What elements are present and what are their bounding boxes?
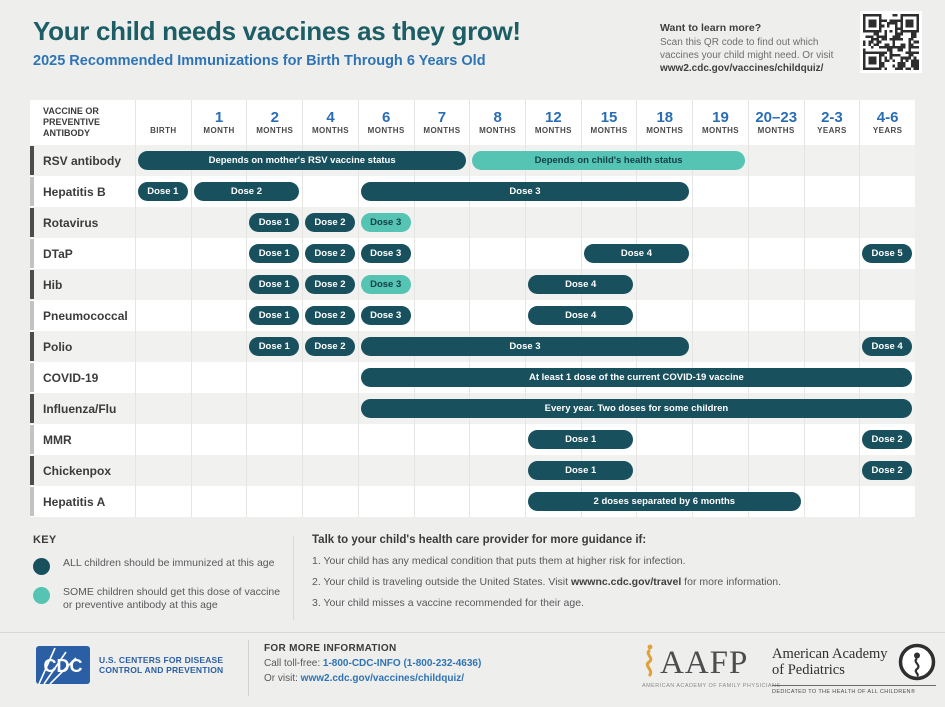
row-accent-bar (30, 177, 34, 206)
age-column-header (302, 100, 358, 145)
row-accent-bar (30, 301, 34, 330)
dose-bars (135, 393, 915, 424)
row-accent-bar (30, 208, 34, 237)
dose-pill: Dose 2 (305, 244, 355, 263)
vaccine-row (30, 331, 915, 362)
immunization-schedule-table (30, 100, 915, 517)
dose-pill: Dose 2 (305, 306, 355, 325)
aafp-caption: AMERICAN ACADEMY OF FAMILY PHYSICIANS (642, 683, 781, 689)
guidance-item (312, 555, 892, 567)
info-url[interactable]: www2.cdc.gov/vaccines/childquiz/ (300, 673, 465, 684)
age-column-number: 2-3 (821, 109, 843, 126)
dose-pill: Dose 2 (305, 337, 355, 356)
dose-pill: Dose 2 (862, 430, 912, 449)
vaccine-label: Polio (43, 339, 73, 354)
guidance-item-text-post: for more information. (681, 576, 782, 588)
vaccine-label: RSV antibody (43, 153, 122, 168)
cdc-name-line2: CONTROL AND PREVENTION (99, 665, 224, 675)
age-column-unit: MONTH (203, 126, 235, 135)
dose-pill: Dose 3 (361, 337, 689, 356)
dose-pill: Dose 2 (305, 213, 355, 232)
vaccine-row (30, 176, 915, 207)
age-column-header (859, 100, 915, 145)
age-column-header (246, 100, 302, 145)
key-item-text: SOME children should get this dose of vaccine or preventive antibody at this age (63, 586, 281, 611)
dose-bars (135, 238, 915, 269)
dose-pill: Dose 2 (862, 461, 912, 480)
phone-number[interactable]: 1-800-CDC-INFO (1-800-232-4636) (322, 658, 482, 669)
row-accent-bar (30, 456, 34, 485)
dose-pill: Depends on mother's RSV vaccine status (138, 151, 466, 170)
age-column-header (636, 100, 692, 145)
age-column-number: 4 (326, 109, 335, 126)
dose-bars (135, 207, 915, 238)
dose-pill: Dose 1 (249, 275, 299, 294)
age-column-header (191, 100, 247, 145)
row-accent-bar (30, 146, 34, 175)
cdc-logo (36, 646, 223, 684)
age-column-header (525, 100, 581, 145)
vaccine-row (30, 238, 915, 269)
aafp-logo (642, 643, 781, 689)
age-column-unit: BIRTH (150, 126, 177, 135)
dose-pill: Dose 3 (361, 182, 689, 201)
info-phone-line (264, 658, 481, 669)
vaccine-label: Hepatitis A (43, 494, 106, 509)
dose-pill: Dose 1 (249, 213, 299, 232)
vaccine-label: Influenza/Flu (43, 401, 117, 416)
age-column-number: 12 (545, 109, 562, 126)
cdc-logo-text (99, 655, 223, 675)
key-swatch-some-icon (33, 587, 50, 604)
info-visit-line (264, 673, 481, 684)
age-column-number: 6 (382, 109, 391, 126)
key-item (33, 557, 283, 575)
row-accent-bar (30, 394, 34, 423)
vaccine-label: Pneumococcal (43, 308, 128, 323)
dose-pill: Dose 5 (862, 244, 912, 263)
dose-pill: Dose 4 (584, 244, 689, 263)
dose-pill: Dose 2 (194, 182, 299, 201)
dose-pill: Dose 3 (361, 275, 411, 294)
age-column-unit: MONTHS (757, 126, 795, 135)
age-column-unit: MONTHS (367, 126, 405, 135)
page-title: Your child needs vaccines as they grow! (33, 16, 521, 46)
age-column-header (581, 100, 637, 145)
guidance-section (312, 534, 892, 609)
learn-more-text (660, 36, 856, 75)
age-column-unit: MONTHS (423, 126, 461, 135)
key-title: KEY (33, 534, 57, 546)
age-column-number: 4-6 (876, 109, 899, 126)
vaccine-row (30, 362, 915, 393)
aap-logo (772, 643, 936, 695)
age-column-unit: MONTHS (534, 126, 572, 135)
age-column-number: 20–23 (755, 109, 798, 126)
age-column-header (692, 100, 748, 145)
qr-code-icon (860, 11, 922, 73)
age-column-header (748, 100, 804, 145)
dose-pill: Every year. Two doses for some children (361, 399, 912, 418)
aap-name-line1: American Academy (772, 646, 888, 662)
vaccine-label: Chickenpox (43, 463, 112, 478)
vaccine-label: Rotavirus (43, 215, 99, 230)
aap-name (772, 646, 888, 678)
aap-name-line2: of Pediatrics (772, 662, 845, 678)
page-subtitle: 2025 Recommended Immunizations for Birth Through 6 Years Old (33, 53, 486, 69)
vaccine-label: Hib (43, 277, 63, 292)
age-column-number: 1 (214, 109, 224, 126)
vertical-divider (293, 536, 294, 620)
schedule-header-row (30, 100, 915, 145)
dose-bars (135, 362, 915, 393)
vaccine-row (30, 300, 915, 331)
dose-bars (135, 331, 915, 362)
dose-pill: Dose 1 (249, 244, 299, 263)
aafp-serpent-icon (642, 643, 657, 679)
vaccine-label: MMR (43, 432, 72, 447)
vaccine-row (30, 486, 915, 517)
aap-caption: DEDICATED TO THE HEALTH OF ALL CHILDREN® (772, 685, 936, 695)
age-column-unit: MONTHS (590, 126, 628, 135)
dose-pill: Dose 4 (528, 275, 633, 294)
dose-pill: Dose 1 (528, 430, 633, 449)
learn-more-line2: vaccines your child might need. Or visit (660, 50, 834, 61)
dose-pill: Dose 1 (138, 182, 188, 201)
guidance-item-text: 2. Your child is traveling outside the United States. Visit (312, 576, 571, 588)
learn-more (660, 22, 856, 75)
learn-more-url[interactable]: www2.cdc.gov/vaccines/childquiz/ (660, 63, 824, 74)
dose-pill: Dose 1 (249, 337, 299, 356)
learn-more-title: Want to learn more? (660, 22, 762, 34)
visit-label: Or visit: (264, 673, 301, 684)
key-swatch-all-icon (33, 558, 50, 575)
vaccine-label: COVID-19 (43, 370, 99, 385)
age-column-header (358, 100, 414, 145)
age-column-unit: MONTHS (701, 126, 740, 135)
row-accent-bar (30, 270, 34, 299)
dose-pill: Dose 3 (361, 213, 411, 232)
age-column-number: 7 (437, 109, 447, 126)
age-column-unit: YEARS (872, 126, 903, 135)
vaccine-row (30, 393, 915, 424)
dose-bars (135, 300, 915, 331)
dose-bars (135, 176, 915, 207)
dose-bars (135, 424, 915, 455)
more-information (264, 643, 481, 684)
guidance-title: Talk to your child's health care provider for more guidance if: (312, 534, 647, 546)
key-item-text: ALL children should be immunized at this age (63, 557, 275, 569)
dose-pill: Dose 2 (305, 275, 355, 294)
age-column-header (804, 100, 860, 145)
dose-pill: Dose 3 (361, 306, 411, 325)
vaccine-label: DTaP (43, 246, 73, 261)
vaccine-label: Hepatitis B (43, 184, 106, 199)
age-column-number: 18 (656, 109, 674, 126)
age-column-unit: YEARS (817, 126, 847, 135)
dose-bars (135, 145, 915, 176)
vaccine-row (30, 207, 915, 238)
dose-bars (135, 455, 915, 486)
age-column-unit: MONTHS (479, 126, 517, 135)
schedule-body (30, 145, 915, 517)
aafp-abbr: AAFP (660, 645, 749, 681)
dose-pill: Dose 4 (862, 337, 912, 356)
dose-pill: Dose 1 (249, 306, 299, 325)
age-column-unit: MONTHS (311, 126, 350, 135)
vaccine-row (30, 269, 915, 300)
guidance-item-text: 3. Your child misses a vaccine recommended for their age. (312, 597, 584, 609)
dose-pill: At least 1 dose of the current COVID-19 vaccine (361, 368, 912, 387)
dose-pill: Depends on child's health status (472, 151, 745, 170)
dose-pill: Dose 1 (528, 461, 633, 480)
guidance-item-link[interactable]: wwwnc.cdc.gov/travel (570, 576, 682, 588)
row-accent-bar (30, 425, 34, 454)
age-column-header (135, 100, 191, 145)
dose-bars (135, 269, 915, 300)
age-column-unit: MONTHS (646, 126, 684, 135)
dose-pill: 2 doses separated by 6 months (528, 492, 801, 511)
dose-bars (135, 486, 915, 517)
guidance-item (312, 576, 892, 588)
row-accent-bar (30, 487, 34, 516)
svg-text:CDC: CDC (43, 656, 83, 676)
footer (0, 632, 945, 707)
row-accent-bar (30, 332, 34, 361)
dose-pill: Dose 4 (528, 306, 633, 325)
cdc-name-line1: U.S. CENTERS FOR DISEASE (99, 655, 224, 665)
vaccine-row (30, 424, 915, 455)
footer-divider (248, 640, 249, 696)
age-column-number: 19 (712, 109, 729, 126)
guidance-item-text: 1. Your child has any medical condition that puts them at higher risk for infection. (312, 555, 686, 567)
guidance-item (312, 597, 892, 609)
vaccine-row (30, 455, 915, 486)
aap-emblem-icon (898, 643, 936, 681)
age-column-unit: MONTHS (256, 126, 294, 135)
age-column-number: 15 (600, 109, 618, 126)
vaccine-row (30, 145, 915, 176)
key-legend (33, 534, 283, 612)
learn-more-line1: Scan this QR code to find out which (660, 37, 819, 48)
cdc-logo-icon (36, 646, 90, 684)
vaccine-column-header: VACCINE OR PREVENTIVE ANTIBODY (43, 106, 101, 138)
header (33, 16, 521, 69)
row-accent-bar (30, 239, 34, 268)
age-column-header (414, 100, 470, 145)
row-accent-bar (30, 363, 34, 392)
age-column-header (469, 100, 525, 145)
call-label: Call toll-free: (264, 658, 323, 669)
key-item (33, 586, 283, 612)
info-title: FOR MORE INFORMATION (264, 643, 397, 654)
dose-pill: Dose 3 (361, 244, 411, 263)
age-column-number: 8 (493, 109, 502, 126)
age-column-number: 2 (270, 109, 279, 126)
